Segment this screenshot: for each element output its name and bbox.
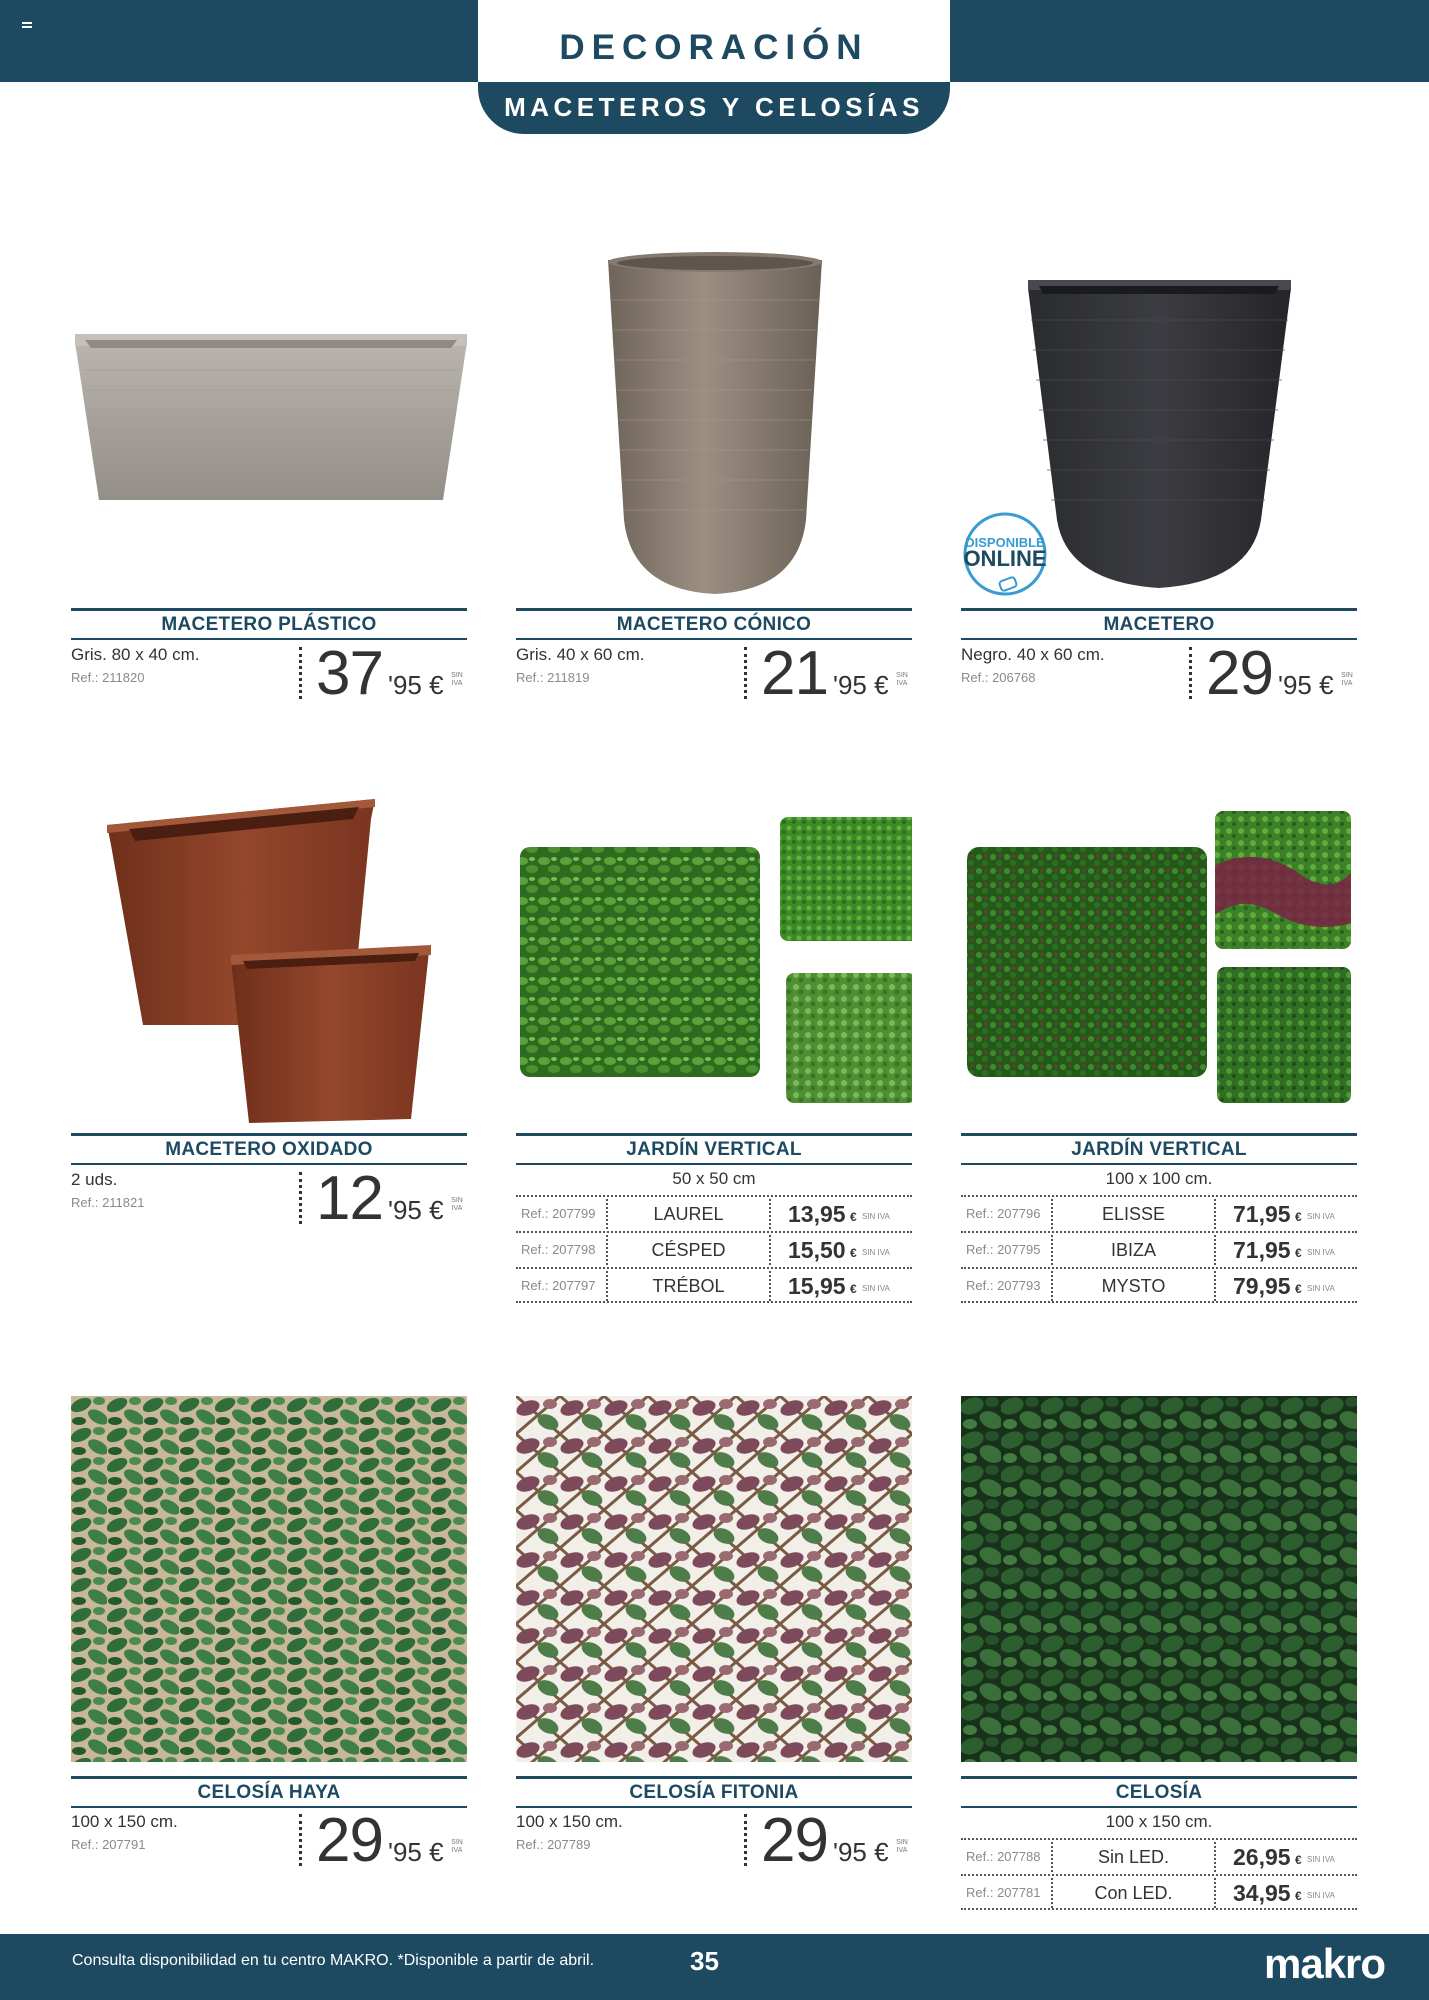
variant-currency: €	[850, 1282, 857, 1296]
variant-price: 71,95	[1233, 1201, 1291, 1227]
variant-price: 15,50	[788, 1237, 846, 1263]
product-card[interactable]	[961, 230, 1357, 710]
variant-ref: Ref.: 207797	[521, 1278, 596, 1293]
variant-iva: SIN IVA	[1307, 1855, 1335, 1864]
price-tag	[761, 639, 912, 708]
price-tag	[761, 1806, 912, 1875]
price-iva: SIN IVA	[896, 1839, 908, 1854]
product-ref: Ref.: 211820	[71, 670, 145, 685]
product-name: CELOSÍA HAYA	[71, 1776, 467, 1808]
variant-size: 50 x 50 cm	[672, 1169, 756, 1188]
variant-size: 100 x 100 cm.	[1105, 1169, 1213, 1188]
variant-row[interactable]	[516, 1267, 912, 1303]
variant-currency: €	[1295, 1889, 1302, 1903]
variant-name: MYSTO	[1101, 1276, 1166, 1296]
variant-currency: €	[850, 1210, 857, 1224]
product-name: CELOSÍA FITONIA	[516, 1776, 912, 1808]
variant-divider	[1214, 1199, 1216, 1229]
price-separator	[299, 647, 302, 699]
variant-currency: €	[850, 1246, 857, 1260]
variant-price: 71,95	[1233, 1237, 1291, 1263]
price-separator	[744, 1814, 747, 1866]
price-iva: SIN IVA	[451, 1197, 463, 1212]
variant-name: LAUREL	[653, 1204, 724, 1224]
product-card[interactable]	[961, 755, 1357, 1315]
variant-row[interactable]	[961, 1838, 1357, 1874]
price-decimal: '95 €	[833, 670, 889, 700]
variant-iva: SIN IVA	[1307, 1284, 1335, 1293]
variant-ref: Ref.: 207793	[966, 1278, 1041, 1293]
variant-iva: SIN IVA	[862, 1284, 890, 1293]
product-card[interactable]	[516, 230, 912, 710]
product-name: CELOSÍA	[961, 1776, 1357, 1808]
variant-name: TRÉBOL	[652, 1276, 725, 1296]
menu-icon[interactable]	[22, 22, 32, 30]
variant-iva: SIN IVA	[862, 1248, 890, 1257]
variant-name: CÉSPED	[651, 1240, 726, 1260]
variant-name: Sin LED.	[1097, 1847, 1170, 1867]
variant-divider	[1214, 1842, 1216, 1872]
product-card[interactable]	[71, 755, 467, 1235]
variant-iva: SIN IVA	[1307, 1891, 1335, 1900]
variant-iva: SIN IVA	[1307, 1212, 1335, 1221]
variant-currency: €	[1295, 1853, 1302, 1867]
variant-size: 100 x 150 cm.	[1105, 1812, 1213, 1831]
lattice-plain-image	[961, 1396, 1357, 1762]
planter-oxidised-image	[71, 755, 467, 1135]
variant-divider	[1214, 1235, 1216, 1265]
variant-divider	[769, 1271, 771, 1301]
variant-row[interactable]	[516, 1231, 912, 1267]
product-ref: Ref.: 211821	[71, 1195, 145, 1210]
variant-ref: Ref.: 207799	[521, 1206, 596, 1221]
product-desc: 100 x 150 cm.	[516, 1812, 623, 1831]
page-subtitle: MACETEROS Y CELOSÍAS	[504, 92, 924, 122]
price-integer: 29	[761, 1806, 828, 1875]
variant-iva: SIN IVA	[1307, 1248, 1335, 1257]
lattice-haya-image	[71, 1396, 467, 1762]
variant-price: 26,95	[1233, 1844, 1291, 1870]
price-separator	[299, 1172, 302, 1224]
badge-line2: ONLINE	[963, 546, 1047, 571]
footer-note: Consulta disponibilidad en tu centro MAKRO. *Disponible a partir de abril.	[72, 1952, 595, 1969]
product-name: JARDÍN VERTICAL	[516, 1133, 912, 1165]
price-integer: 29	[1206, 639, 1273, 708]
planter-conical-image	[516, 230, 912, 610]
vertical-garden-small-image	[516, 755, 912, 1125]
price-iva: SIN IVA	[451, 1839, 463, 1854]
product-desc: 100 x 150 cm.	[71, 1812, 178, 1831]
product-name: MACETERO CÓNICO	[516, 608, 912, 640]
product-ref: Ref.: 206768	[961, 670, 1036, 685]
price-integer: 21	[761, 639, 828, 708]
price-decimal: '95 €	[388, 670, 444, 700]
product-desc: 2 uds.	[71, 1170, 118, 1189]
price-separator	[299, 1814, 302, 1866]
price-iva: SIN IVA	[896, 672, 908, 687]
variant-name: ELISSE	[1101, 1204, 1166, 1224]
variant-price: 34,95	[1233, 1880, 1291, 1906]
variant-currency: €	[1295, 1210, 1302, 1224]
variant-row[interactable]	[961, 1231, 1357, 1267]
online-badge-icon[interactable]	[958, 510, 1052, 604]
price-integer: 37	[316, 639, 383, 708]
product-card[interactable]	[71, 1396, 467, 1876]
variant-row[interactable]	[961, 1267, 1357, 1303]
price-tag	[316, 639, 467, 708]
product-name: MACETERO PLÁSTICO	[71, 608, 467, 640]
product-desc: Gris. 40 x 60 cm.	[516, 645, 645, 664]
price-separator	[744, 647, 747, 699]
variant-ref: Ref.: 207795	[966, 1242, 1041, 1257]
variant-currency: €	[1295, 1246, 1302, 1260]
price-decimal: '95 €	[388, 1837, 444, 1867]
product-name: MACETERO	[961, 608, 1357, 640]
price-tag	[1206, 639, 1357, 708]
product-card[interactable]	[516, 755, 912, 1315]
brand-logo[interactable]: makro	[1264, 1940, 1386, 1987]
variant-price: 13,95	[788, 1201, 846, 1227]
variant-divider	[1214, 1271, 1216, 1301]
price-tag	[316, 1806, 467, 1875]
price-tag	[316, 1164, 467, 1233]
price-decimal: '95 €	[1278, 670, 1334, 700]
price-iva: SIN IVA	[451, 672, 463, 687]
variant-name: IBIZA	[1110, 1240, 1156, 1260]
variant-row[interactable]	[961, 1874, 1357, 1910]
badge-line1: DISPONIBLE	[965, 535, 1045, 550]
variant-ref: Ref.: 207788	[966, 1849, 1041, 1864]
page-title: DECORACIÓN	[559, 28, 869, 67]
product-card[interactable]	[961, 1396, 1357, 1916]
price-integer: 29	[316, 1806, 383, 1875]
planter-rect-image	[71, 230, 467, 610]
product-ref: Ref.: 207791	[71, 1837, 146, 1852]
price-decimal: '95 €	[388, 1195, 444, 1225]
variant-divider	[1214, 1878, 1216, 1908]
variant-currency: €	[1295, 1282, 1302, 1296]
product-name: MACETERO OXIDADO	[71, 1133, 467, 1165]
product-desc: Negro. 40 x 60 cm.	[961, 645, 1105, 664]
variant-row[interactable]	[961, 1195, 1357, 1231]
variant-price: 79,95	[1233, 1273, 1291, 1299]
price-decimal: '95 €	[833, 1837, 889, 1867]
price-separator	[1189, 647, 1192, 699]
variant-divider	[769, 1199, 771, 1229]
product-card[interactable]	[516, 1396, 912, 1876]
lattice-fitonia-image	[516, 1396, 912, 1762]
vertical-garden-large-image	[961, 755, 1357, 1125]
variant-iva: SIN IVA	[862, 1212, 890, 1221]
variant-price: 15,95	[788, 1273, 846, 1299]
product-card[interactable]	[71, 230, 467, 710]
price-iva: SIN IVA	[1341, 672, 1353, 687]
page-number: 35	[690, 1946, 719, 1976]
product-ref: Ref.: 207789	[516, 1837, 591, 1852]
variant-ref: Ref.: 207796	[966, 1206, 1041, 1221]
product-desc: Gris. 80 x 40 cm.	[71, 645, 200, 664]
variant-divider	[769, 1235, 771, 1265]
product-ref: Ref.: 211819	[516, 670, 590, 685]
variant-ref: Ref.: 207781	[966, 1885, 1041, 1900]
product-name: JARDÍN VERTICAL	[961, 1133, 1357, 1165]
variant-ref: Ref.: 207798	[521, 1242, 596, 1257]
variant-row[interactable]	[516, 1195, 912, 1231]
price-integer: 12	[316, 1164, 383, 1233]
variant-name: Con LED.	[1094, 1883, 1173, 1903]
